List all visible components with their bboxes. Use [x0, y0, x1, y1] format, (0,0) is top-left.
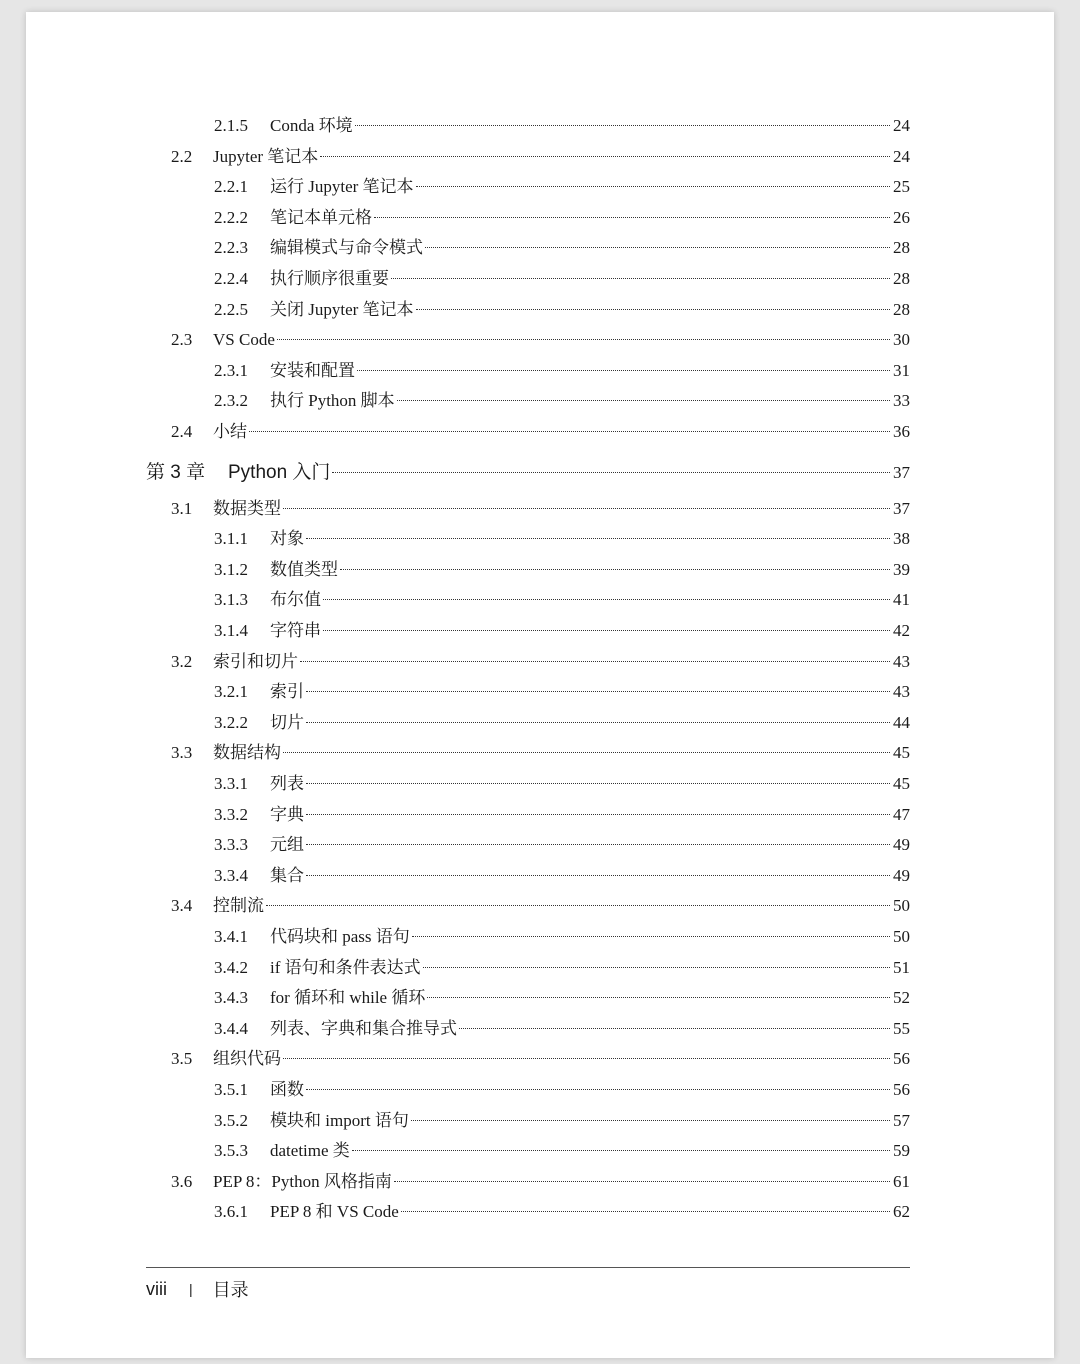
- toc-entry: [146, 678, 910, 706]
- toc-entry-title: 代码块和 pass 语句: [270, 927, 410, 946]
- toc-entry: [146, 357, 910, 385]
- toc-entry-number: 3.4.3: [214, 988, 248, 1008]
- toc-leader-dots: [423, 967, 890, 968]
- toc-leader-dots: [412, 936, 890, 937]
- toc-leader-dots: [355, 125, 890, 126]
- toc-entry-page: 28: [893, 269, 910, 288]
- toc-entry-number: 3.5.1: [214, 1080, 248, 1099]
- toc-entry-title: 对象: [270, 529, 304, 549]
- toc-entry-title: 字符串: [270, 621, 321, 640]
- toc-entry: [146, 1045, 910, 1073]
- toc-leader-dots: [427, 997, 890, 998]
- toc-entry-page: 24: [893, 146, 910, 166]
- toc-entry-title: 索引: [270, 682, 304, 702]
- toc-leader-dots: [266, 905, 890, 906]
- toc-entry-title: 执行顺序很重要: [270, 269, 389, 288]
- toc-leader-dots: [323, 599, 890, 600]
- toc-entry-number: 3.2.2: [214, 712, 248, 732]
- toc-entry-title: 布尔值: [270, 590, 321, 610]
- toc-entry: [146, 984, 910, 1012]
- toc-entry-page: 38: [893, 529, 910, 549]
- toc-entry-title: 列表: [270, 774, 304, 793]
- toc-entry-page: 37: [893, 498, 910, 518]
- toc-entry-page: 39: [893, 559, 910, 579]
- toc-entry-title: 安装和配置: [270, 360, 355, 380]
- toc-entry-page: 45: [893, 743, 910, 763]
- toc-entry-page: 50: [893, 896, 910, 916]
- toc-entry-page: 30: [893, 330, 910, 350]
- toc-entry-title: 运行 Jupyter 笔记本: [270, 177, 414, 197]
- toc-entry: [146, 556, 910, 584]
- toc-leader-dots: [332, 472, 890, 473]
- toc-entry: [146, 112, 910, 140]
- toc-entry-page: 49: [893, 865, 910, 885]
- toc-entry-title: PEP 8 和 VS Code: [270, 1202, 399, 1222]
- toc-entry: [146, 296, 910, 324]
- toc-entry-title: 编辑模式与命令模式: [270, 238, 423, 258]
- toc-entry-page: 44: [893, 712, 910, 732]
- toc-entry-number: 3.2: [171, 651, 193, 671]
- toc-leader-dots: [300, 661, 890, 662]
- toc-chapter-entry: [146, 459, 910, 487]
- toc-entry: [146, 143, 910, 171]
- toc-leader-dots: [306, 691, 890, 692]
- footer-page-number: viii: [146, 1278, 167, 1299]
- toc-leader-dots: [397, 400, 890, 401]
- toc-entry-title: 关闭 Jupyter 笔记本: [270, 299, 414, 319]
- toc-leader-dots: [277, 339, 890, 340]
- toc-entry-title: 组织代码: [213, 1049, 281, 1069]
- toc-entry: [146, 801, 910, 829]
- toc-entry-page: 59: [893, 1141, 910, 1161]
- toc-leader-dots: [425, 247, 890, 248]
- toc-entry-title: Conda 环境: [270, 116, 353, 135]
- toc-entry-page: 62: [893, 1202, 910, 1222]
- toc-entry-number: 3.3.3: [214, 835, 248, 855]
- toc-entry-number: 3.3: [171, 743, 193, 763]
- toc-entry-page: 26: [893, 207, 910, 227]
- toc-entry-page: 28: [893, 299, 910, 319]
- toc-entry: [146, 234, 910, 262]
- toc-entry: [146, 265, 910, 293]
- toc-entry-page: 50: [893, 927, 910, 946]
- toc-entry-page: 61: [893, 1171, 910, 1191]
- toc-entry-page: 36: [893, 422, 910, 441]
- toc-leader-dots: [283, 508, 890, 509]
- toc-entry-title: 字典: [270, 804, 304, 824]
- toc-entry-page: 49: [893, 835, 910, 855]
- toc-leader-dots: [357, 370, 890, 371]
- toc-leader-dots: [416, 186, 890, 187]
- toc-leader-dots: [306, 875, 890, 876]
- toc-entry: [146, 648, 910, 676]
- toc-entry: [146, 173, 910, 201]
- toc-entry-title: 集合: [270, 865, 304, 885]
- toc-entry-number: 3.3.1: [214, 774, 248, 793]
- toc-entry: [146, 418, 910, 446]
- toc-entry-number: 3.3.2: [214, 804, 248, 824]
- toc-entry: [146, 862, 910, 890]
- toc-entry: [146, 831, 910, 859]
- toc-entry: [146, 617, 910, 645]
- document-page: [26, 12, 1054, 1358]
- toc-entry-number: 3.4.1: [214, 927, 248, 946]
- toc-leader-dots: [374, 217, 890, 218]
- toc-entry-number: 第 3 章: [146, 461, 206, 483]
- toc-entry: [146, 525, 910, 553]
- toc-leader-dots: [306, 722, 890, 723]
- toc-entry-page: 28: [893, 238, 910, 258]
- toc-entry-title: 小结: [213, 422, 247, 441]
- toc-entry-title: if 语句和条件表达式: [270, 957, 421, 977]
- toc-entry-title: 数据类型: [213, 498, 281, 518]
- toc-entry-page: 57: [893, 1110, 910, 1130]
- toc-entry-page: 45: [893, 774, 910, 793]
- toc-leader-dots: [391, 278, 890, 279]
- toc-entry: [146, 1198, 910, 1226]
- toc-leader-dots: [306, 844, 890, 845]
- toc-entry: [146, 1076, 910, 1104]
- toc-entry-page: 52: [893, 988, 910, 1008]
- toc-entry-title: 数据结构: [213, 743, 281, 763]
- toc-entry-title: 列表、字典和集合推导式: [270, 1018, 457, 1038]
- toc-entry-title: Python 入门: [228, 461, 331, 483]
- toc-leader-dots: [306, 538, 890, 539]
- toc-entry: [146, 770, 910, 798]
- toc-entry: [146, 923, 910, 951]
- toc-leader-dots: [306, 1089, 890, 1090]
- toc-entry-title: 笔记本单元格: [270, 207, 372, 227]
- toc-entry: [146, 495, 910, 523]
- toc-entry-title: 元组: [270, 835, 304, 855]
- toc-entry: [146, 1168, 910, 1196]
- toc-entry-page: 31: [893, 360, 910, 380]
- toc-entry-title: 数值类型: [270, 559, 338, 579]
- toc-entry-title: 控制流: [213, 896, 264, 916]
- toc-entry-title: 索引和切片: [213, 651, 298, 671]
- toc-entry: [146, 387, 910, 415]
- toc-entry: [146, 326, 910, 354]
- toc-entry-page: 41: [893, 590, 910, 610]
- toc-leader-dots: [352, 1150, 890, 1151]
- toc-leader-dots: [306, 814, 890, 815]
- toc-entry: [146, 739, 910, 767]
- toc-entry-title: 函数: [270, 1080, 304, 1099]
- toc-entry-number: 3.4: [171, 896, 193, 916]
- toc-entry-title: Jupyter 笔记本: [213, 146, 319, 166]
- toc-entry-number: 3.2.1: [214, 682, 248, 702]
- footer-section-title: 目录: [212, 1280, 249, 1300]
- toc-leader-dots: [320, 156, 890, 157]
- toc-entry-page: 56: [893, 1049, 910, 1069]
- toc-entry-number: 3.4.2: [214, 957, 248, 977]
- toc-entry-page: 43: [893, 651, 910, 671]
- toc-leader-dots: [401, 1211, 890, 1212]
- toc-leader-dots: [249, 431, 890, 432]
- toc-leader-dots: [323, 630, 890, 631]
- toc-entry: [146, 1107, 910, 1135]
- toc-leader-dots: [394, 1181, 890, 1182]
- toc-entry-number: 2.3.1: [214, 360, 248, 380]
- toc-entry: [146, 709, 910, 737]
- footer-separator: |: [189, 1281, 193, 1297]
- toc-entry-title: 执行 Python 脚本: [270, 391, 395, 411]
- toc-entry-number: 3.1.1: [214, 529, 248, 549]
- toc-entry: [146, 204, 910, 232]
- toc-entry-page: 33: [893, 391, 910, 411]
- toc-entry-number: 3.3.4: [214, 865, 248, 885]
- toc-entry-number: 2.2.1: [214, 177, 248, 197]
- toc-entry-title: 切片: [270, 712, 304, 732]
- toc-entry-page: 51: [893, 957, 910, 977]
- toc-entry-number: 3.4.4: [214, 1018, 248, 1038]
- toc-leader-dots: [306, 783, 890, 784]
- page-footer: [146, 1276, 249, 1302]
- toc-entry-number: 2.3: [171, 330, 193, 350]
- toc-entry-number: 3.1: [171, 498, 193, 518]
- toc-entry-number: 3.5: [171, 1049, 193, 1069]
- toc-leader-dots: [283, 752, 890, 753]
- toc-leader-dots: [283, 1058, 890, 1059]
- toc-entry-page: 24: [893, 116, 910, 135]
- toc-entry-number: 2.2: [171, 146, 193, 166]
- toc-entry-number: 2.3.2: [214, 391, 248, 411]
- toc-entry-number: 3.1.2: [214, 559, 248, 579]
- toc-entry-number: 2.2.4: [214, 269, 248, 288]
- toc-leader-dots: [416, 309, 890, 310]
- toc-entry-number: 3.6: [171, 1171, 193, 1191]
- toc-entry-number: 2.1.5: [214, 116, 248, 135]
- toc-entry-number: 3.6.1: [214, 1202, 248, 1222]
- toc-entry-number: 3.5.3: [214, 1141, 248, 1161]
- toc-entry-number: 2.2.5: [214, 299, 248, 319]
- toc-entry-number: 3.5.2: [214, 1110, 248, 1130]
- toc-entry-title: PEP 8：Python 风格指南: [213, 1171, 392, 1191]
- toc-entry-title: datetime 类: [270, 1141, 350, 1161]
- toc-leader-dots: [340, 569, 890, 570]
- toc-entry-number: 2.2.3: [214, 238, 248, 258]
- toc-entry: [146, 1015, 910, 1043]
- toc-entry-page: 37: [893, 462, 910, 482]
- toc-entry: [146, 892, 910, 920]
- toc-entry-number: 2.2.2: [214, 207, 248, 227]
- toc-entry-title: for 循环和 while 循环: [270, 988, 426, 1008]
- toc-entry: [146, 954, 910, 982]
- toc-entry: [146, 1137, 910, 1165]
- toc-entry-page: 43: [893, 682, 910, 702]
- toc-entry-page: 25: [893, 177, 910, 197]
- toc-entry-page: 42: [893, 621, 910, 640]
- toc-entry-number: 2.4: [171, 422, 193, 441]
- toc-entry-page: 47: [893, 804, 910, 824]
- footer-divider: [146, 1267, 910, 1268]
- toc-entry-number: 3.1.4: [214, 621, 248, 640]
- toc-entry-title: VS Code: [213, 330, 275, 350]
- toc-leader-dots: [459, 1028, 890, 1029]
- toc-entry-page: 56: [893, 1080, 910, 1099]
- toc-entry: [146, 586, 910, 614]
- toc-entry-number: 3.1.3: [214, 590, 248, 610]
- toc-entry-title: 模块和 import 语句: [270, 1110, 409, 1130]
- toc-leader-dots: [411, 1120, 890, 1121]
- toc-entry-page: 55: [893, 1018, 910, 1038]
